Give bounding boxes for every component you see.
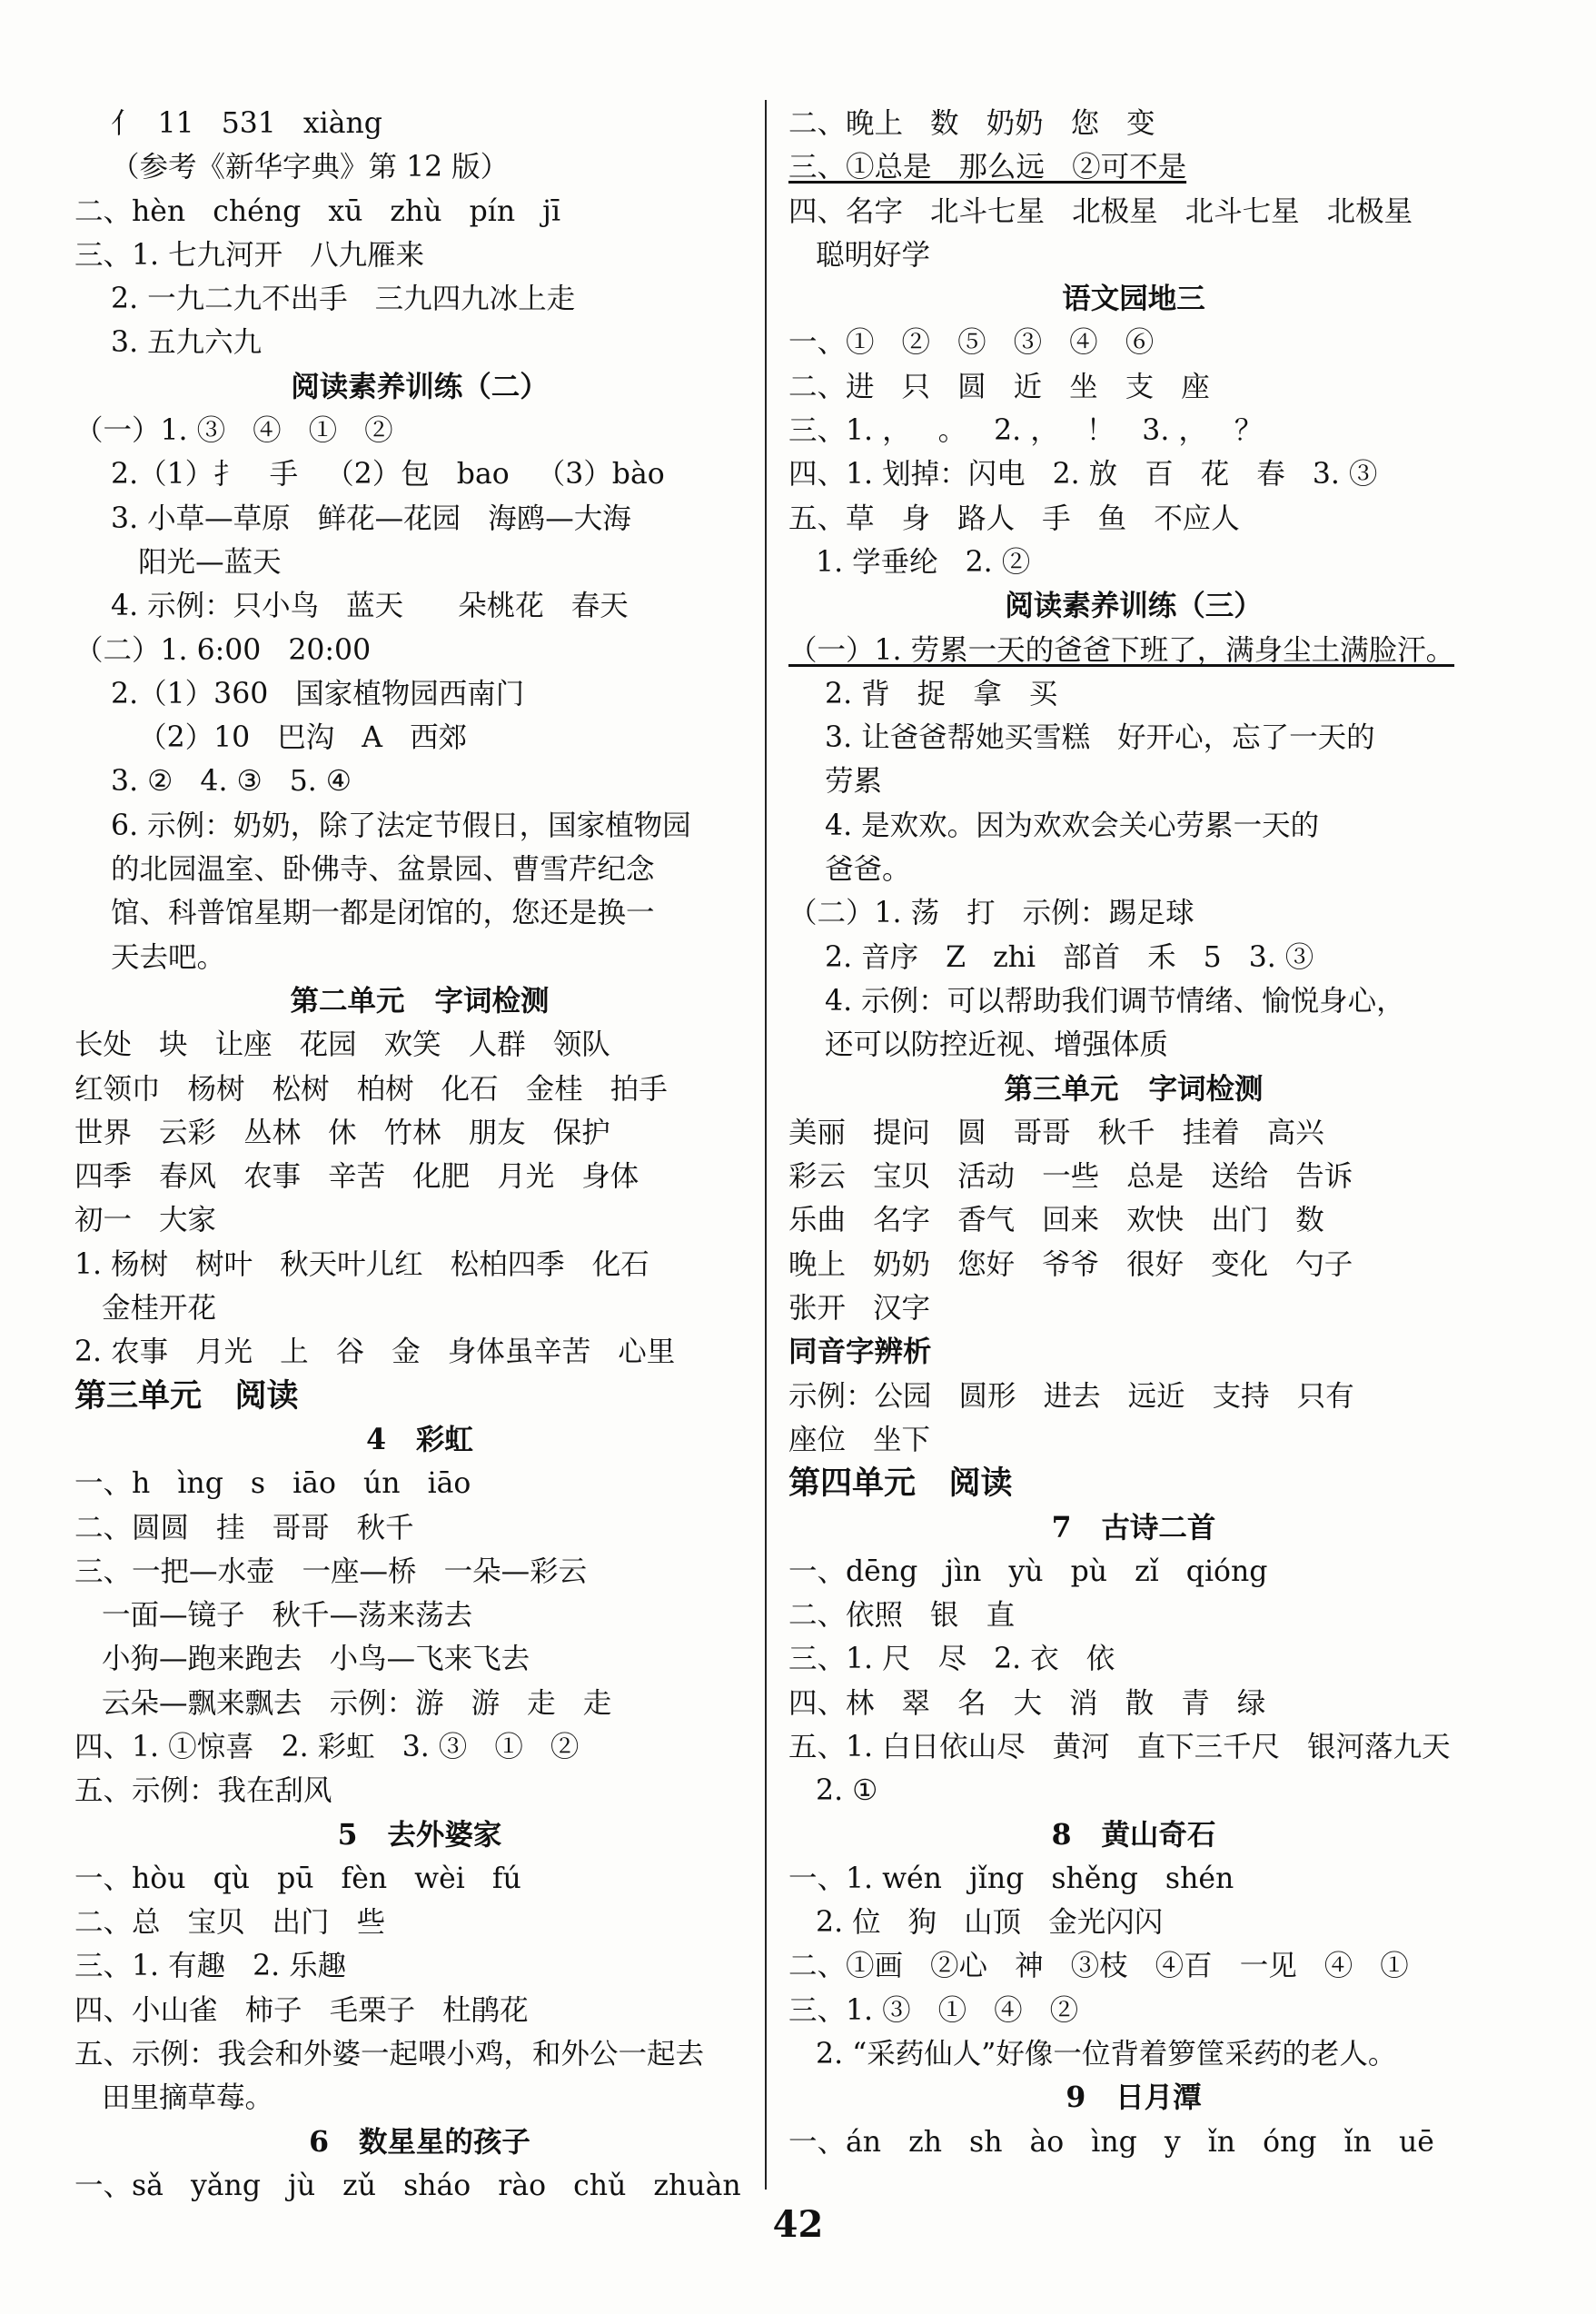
section-heading: 8 黄山奇石	[1051, 1817, 1216, 1852]
answer-line: 还可以防控近视、增强体质	[788, 1028, 1169, 1062]
answer-line: 长处 块 让座 花园 欢笑 人群 领队	[74, 1028, 610, 1062]
answer-line: 张开 汉字	[788, 1292, 931, 1326]
answer-line: 四、小山雀 柿子 毛栗子 杜鹃花	[74, 1993, 529, 2027]
answer-line: 二、晚上 数 奶奶 您 变	[788, 107, 1155, 140]
answer-line: 劳累	[788, 765, 883, 799]
page-number: 42	[772, 2203, 824, 2246]
unit-heading: 第四单元 阅读	[788, 1465, 1013, 1503]
answer-line: 田里摘草莓。	[74, 2081, 274, 2115]
answer-line: 4. 是欢欢。因为欢欢会关心劳累一天的	[788, 809, 1320, 842]
answer-line: 四、林 翠 名 大 消 散 青 绿	[788, 1686, 1266, 1720]
answer-line	[788, 145, 1479, 189]
answer-line: 3. ② 4. ③ 5. ④	[74, 765, 352, 799]
answer-line: 3. 小草—草原 鲜花—花园 海鸥—大海	[74, 502, 631, 535]
answer-line: 的北园温室、卧佛寺、盆景园、曹雪芹纪念	[74, 853, 655, 887]
section-heading: 阅读素养训练（三）	[1005, 589, 1263, 623]
answer-line: 二、圆圆 挂 哥哥 秋千	[74, 1511, 414, 1544]
column-divider	[765, 100, 767, 2190]
answer-line: 美丽 提问 圆 哥哥 秋千 挂着 高兴	[788, 1116, 1324, 1149]
left-column	[74, 102, 765, 2208]
answer-line: 一、① ② ⑤ ③ ④ ⑥	[788, 326, 1155, 360]
section-heading: 阅读素养训练（二）	[291, 369, 549, 403]
answer-line: 五、示例：我会和外婆一起喂小鸡，和外公一起去	[74, 2038, 705, 2071]
answer-line: 小狗—跑来跑去 小鸟—飞来飞去	[74, 1643, 530, 1676]
answer-line: 馆、科普馆星期一都是闭馆的，您还是换一	[74, 897, 655, 930]
answer-line: 1. 学垂纶 2. ②	[788, 545, 1031, 579]
section-heading: 第三单元 字词检测	[1004, 1071, 1264, 1106]
answer-line: （二）1. 6:00 20:00	[74, 633, 372, 667]
answer-line: （一）1. ③ ④ ① ②	[74, 414, 393, 448]
answer-line: 三、1. 有趣 2. 乐趣	[74, 1950, 347, 1983]
answer-line: 二、依照 银 直	[788, 1599, 1016, 1633]
answer-line: 五、示例：我在刮风	[74, 1774, 332, 1808]
right-column	[788, 102, 1479, 2164]
answer-line: 2. 背 捉 拿 买	[788, 677, 1058, 710]
answer-line: 四、1. 划掉：闪电 2. 放 百 花 春 3. ③	[788, 458, 1378, 492]
answer-line: 天去吧。	[74, 940, 226, 974]
answer-line: 三、1. 七九河开 八九雁来	[74, 238, 425, 272]
answer-line: 二、进 只 圆 近 坐 支 座	[788, 370, 1210, 403]
answer-line: 2. 位 狗 山顶 金光闪闪	[788, 1906, 1164, 1940]
answer-line: 亻 11 531 xiàng	[74, 107, 382, 140]
underlined-answer: （一）1. 劳累一天的爸爸下班了，满身尘土满脸汗。	[788, 633, 1455, 667]
answer-line: 三、1. ， 。 2. ， ！ 3. ， ？	[788, 414, 1264, 448]
unit-heading: 第三单元 阅读	[74, 1377, 299, 1415]
section-heading: 7 古诗二首	[1051, 1510, 1216, 1544]
answer-line: 3. 五九六九	[74, 326, 263, 360]
answer-line: 2.（1）扌 手 （2）包 bao （3）bào	[74, 458, 665, 492]
answer-line: 二、①画 ②心 神 ③枝 ④百 一见 ④ ①	[788, 1950, 1409, 1983]
answer-line: 红领巾 杨树 松树 柏树 化石 金桂 拍手	[74, 1072, 668, 1106]
answer-line: 2. ①	[788, 1774, 878, 1808]
answer-line: 彩云 宝贝 活动 一些 总是 送给 告诉	[788, 1160, 1353, 1194]
answer-line: 四、1. ①惊喜 2. 彩虹 3. ③ ① ②	[74, 1730, 580, 1763]
answer-line: 2. 音序 Z zhi 部首 禾 5 3. ③	[788, 940, 1314, 974]
answer-line: 五、1. 白日依山尽 黄河 直下三千尺 银河落九天	[788, 1730, 1451, 1763]
answer-line: 2. 农事 月光 上 谷 金 身体虽辛苦 心里	[74, 1336, 676, 1369]
answer-line: 三、1. 尺 尽 2. 衣 依	[788, 1643, 1115, 1676]
answer-line: 二、总 宝贝 出门 些	[74, 1906, 386, 1940]
answer-line: 一、h ìng s iāo ún iāo	[74, 1467, 471, 1501]
answer-line: 一、sǎ yǎng jù zǔ sháo rào chǔ zhuàn	[74, 2169, 741, 2202]
answer-line: （二）1. 荡 打 示例：踢足球	[788, 897, 1195, 930]
answer-line: 爸爸。	[788, 853, 911, 887]
section-heading: 第二单元 字词检测	[290, 983, 550, 1018]
answer-line: 2. “采药仙人”好像一位背着箩筐采药的老人。	[788, 2038, 1397, 2071]
answer-line: 1. 杨树 树叶 秋天叶儿红 松柏四季 化石	[74, 1247, 649, 1281]
section-heading: 9 日月潭	[1066, 2081, 1202, 2115]
answer-line	[788, 629, 1479, 672]
answer-line: 4. 示例：可以帮助我们调节情绪、愉悦身心，	[788, 984, 1405, 1018]
answer-line: 世界 云彩 丛林 休 竹林 朋友 保护	[74, 1116, 610, 1149]
answer-line: 三、一把—水壶 一座—桥 一朵—彩云	[74, 1554, 588, 1588]
answer-line: 聪明好学	[788, 238, 931, 272]
answer-line: 初一 大家	[74, 1204, 217, 1237]
section-heading: 语文园地三	[1062, 282, 1205, 316]
answer-line: 四、名字 北斗七星 北极星 北斗七星 北极星	[788, 194, 1413, 228]
answer-line: （2）10 巴沟 A 西郊	[74, 721, 468, 755]
answer-line: 一面—镜子 秋千—荡来荡去	[74, 1599, 473, 1633]
section-heading: 4 彩虹	[366, 1422, 473, 1456]
answer-line: 乐曲 名字 香气 回来 欢快 出门 数	[788, 1204, 1324, 1237]
section-heading: 6 数星星的孩子	[309, 2124, 530, 2159]
answer-line: 3. 让爸爸帮她买雪糕 好开心，忘了一天的	[788, 721, 1375, 755]
answer-line: （参考《新华字典》第 12 版）	[74, 151, 510, 184]
answer-line: 一、dēng jìn yù pù zǐ qióng	[788, 1554, 1268, 1588]
answer-line: 6. 示例：奶奶，除了法定节假日，国家植物园	[74, 809, 691, 842]
answer-line: 金桂开花	[74, 1292, 217, 1326]
answer-line: 一、án zh sh ào ìng y ǐn óng ǐn uē	[788, 2125, 1434, 2159]
subsection-heading: 同音字辨析	[788, 1335, 932, 1369]
answer-line: 阳光—蓝天	[74, 545, 282, 579]
answer-line: 云朵—飘来飘去 示例：游 游 走 走	[74, 1686, 612, 1720]
answer-line: 示例：公园 圆形 进去 远近 支持 只有	[788, 1379, 1354, 1413]
answer-line: 晚上 奶奶 您好 爷爷 很好 变化 勺子	[788, 1247, 1353, 1281]
answer-line: 2.（1）360 国家植物园西南门	[74, 677, 525, 710]
answer-line: 三、1. ③ ① ④ ②	[788, 1993, 1079, 2027]
answer-line: 一、hòu qù pū fèn wèi fú	[74, 1862, 521, 1895]
section-heading: 5 去外婆家	[337, 1817, 502, 1852]
answer-line: 四季 春风 农事 辛苦 化肥 月光 身体	[74, 1160, 639, 1194]
answer-line: 2. 一九二九不出手 三九四九冰上走	[74, 283, 576, 316]
answer-line: 五、草 身 路人 手 鱼 不应人	[788, 502, 1240, 535]
answer-line: 二、hèn chéng xū zhù pín jī	[74, 194, 561, 228]
answer-line: 座位 坐下	[788, 1423, 931, 1456]
underlined-answer: 三、①总是 那么远 ②可不是	[788, 151, 1187, 184]
answer-line: 4. 示例：只小鸟 蓝天 朵桃花 春天	[74, 590, 629, 623]
answer-line: 一、1. wén jǐng shěng shén	[788, 1862, 1234, 1895]
